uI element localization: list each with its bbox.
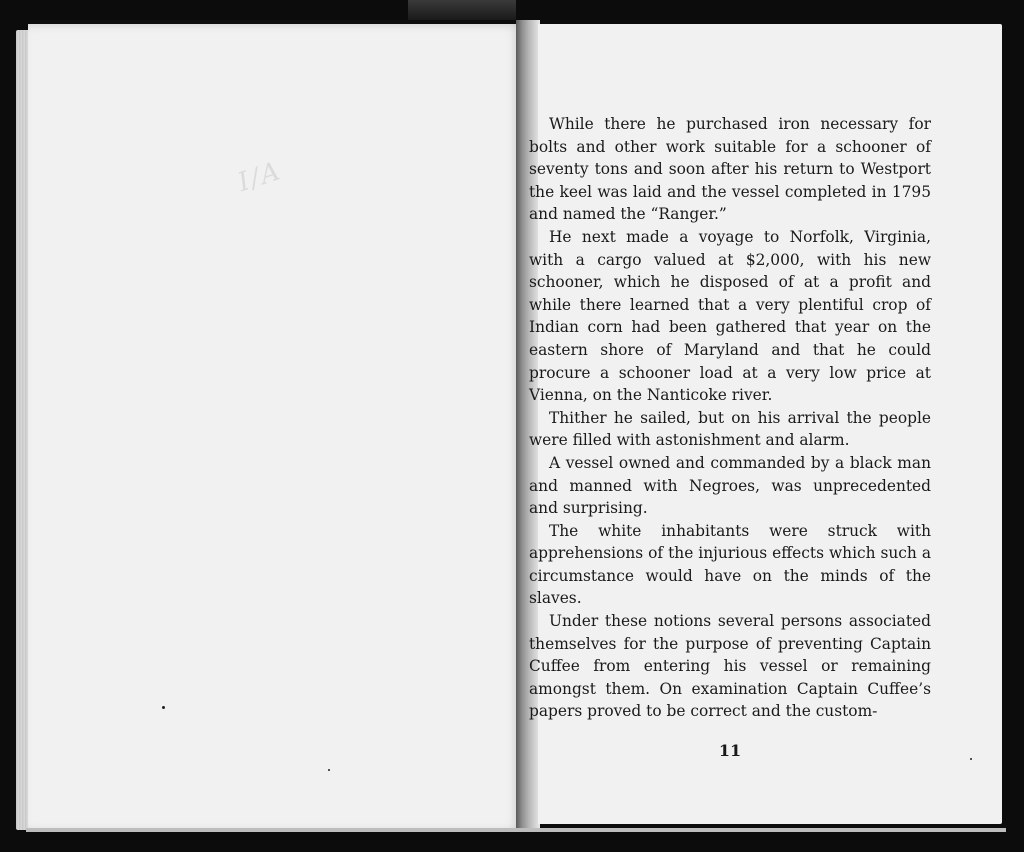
paragraph: Under these notions several persons associated themselves for the purpose of preventing Captain Cuffee from entering his vessel or remaining amongst them. On examination Captain Cuffee’s papers proved to be correct and the custom- (529, 612, 931, 721)
paragraph: The white inhabitants were struck with apprehensions of the injurious effects which such a circumstance would have on the minds of the slaves. (529, 521, 931, 608)
pencil-note: I/A (234, 155, 286, 199)
paragraph: Thither he sailed, but on his arrival the people were filled with astonishment and alarm. (529, 408, 931, 450)
dust-speck (970, 758, 972, 760)
paragraph: He next made a voyage to Norfolk, Virginia, with a cargo valued at $2,000, with his new schooner, which he disposed of at a profit and while there learned that a very plentiful crop of Indian corn had been gathered that year on the eastern shore of Maryland and that he could procure a schooner load at a very low price at Vienna, on the Nanticoke river. (529, 227, 931, 405)
body-text (529, 113, 931, 723)
paragraph: While there he purchased iron necessary for bolts and other work suitable for a schooner of seventy tons and soon after his return to Westport the keel was laid and the vessel completed in 1795 and named the “Ranger.” (529, 115, 931, 224)
dust-speck (162, 706, 165, 709)
dust-speck (328, 769, 330, 771)
page-number: 11 (718, 741, 742, 760)
bottom-page-edge (26, 828, 1006, 832)
left-page (28, 24, 522, 832)
paragraph: A vessel owned and commanded by a black man and manned with Negroes, was unprecedented and surprising. (529, 453, 931, 518)
scanner-clip (408, 0, 516, 20)
